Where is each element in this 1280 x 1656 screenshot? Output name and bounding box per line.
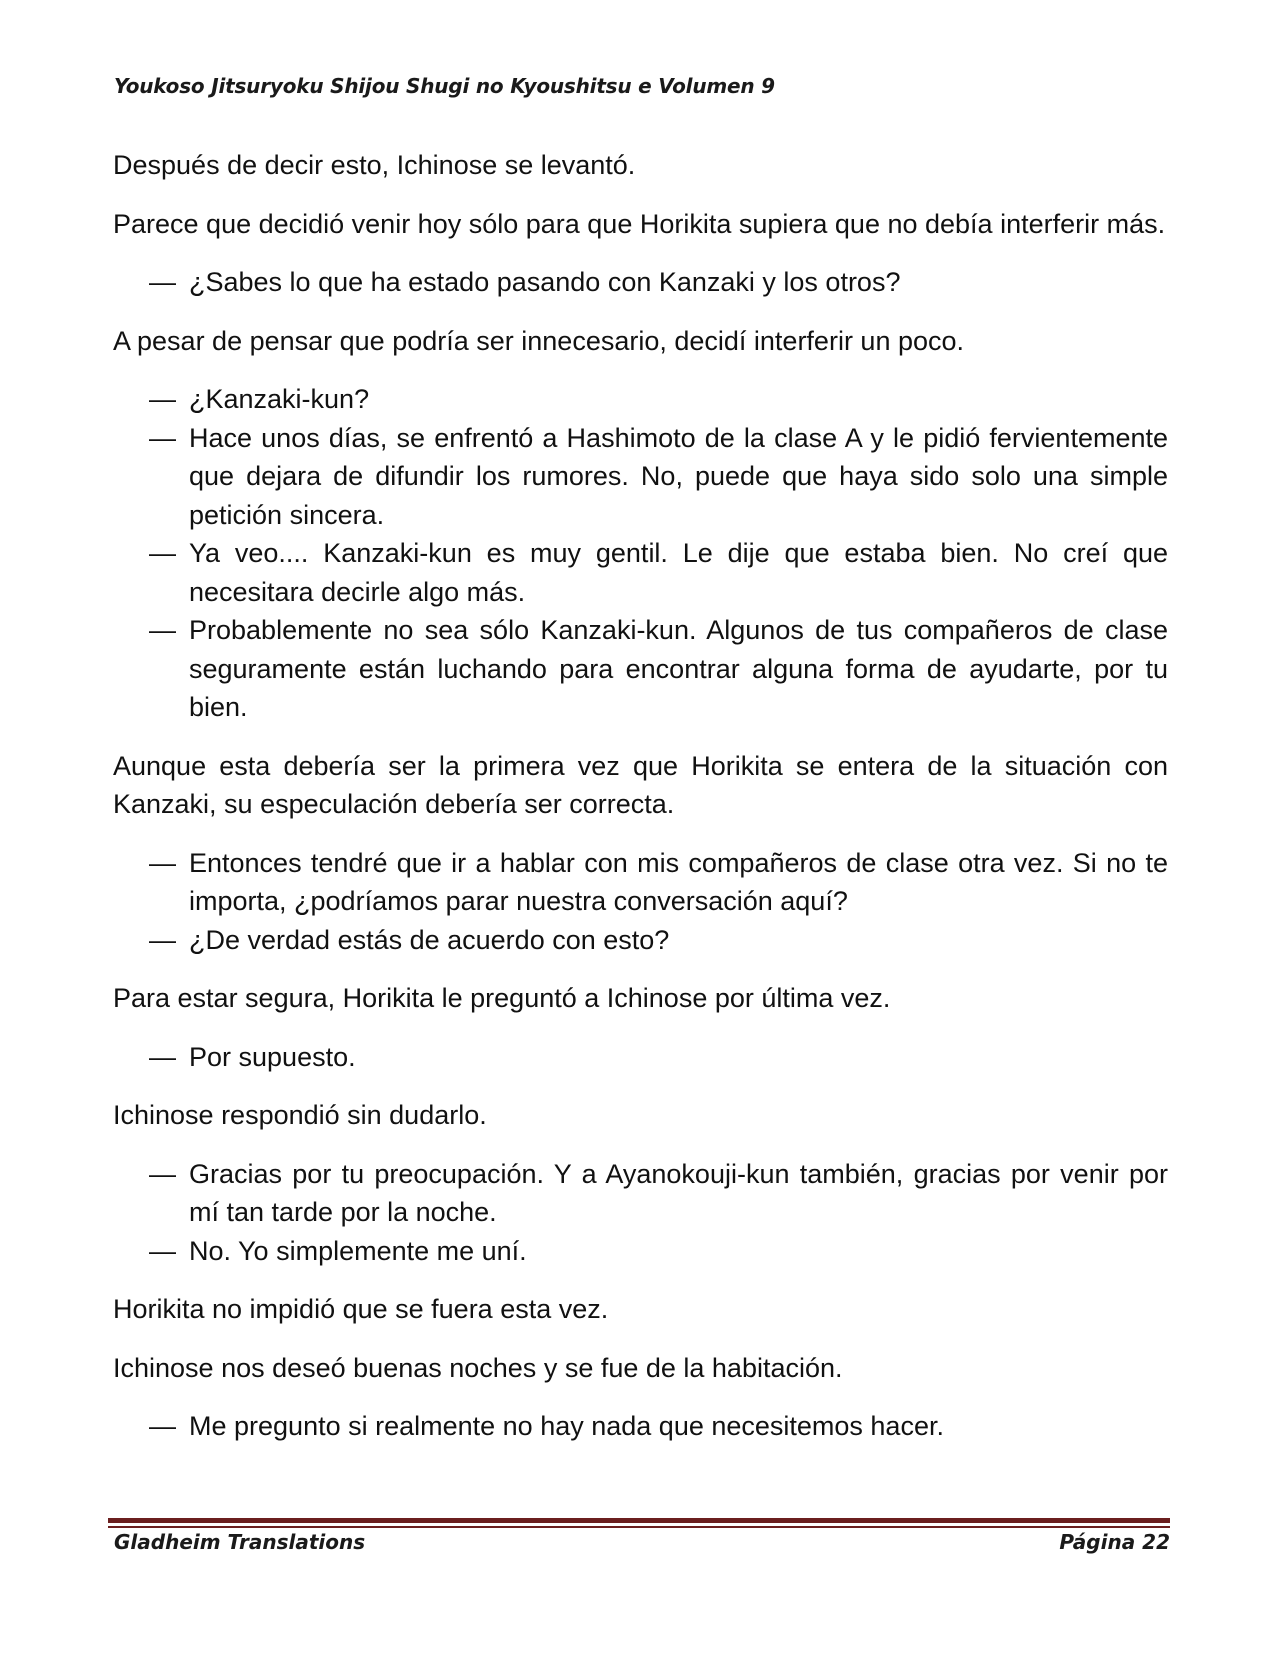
paragraph: Después de decir esto, Ichinose se levantó.	[113, 150, 636, 180]
dialogue-line: — ¿De verdad estás de acuerdo con esto?	[113, 921, 1168, 960]
em-dash: —	[149, 1041, 176, 1072]
dialogue-group	[113, 263, 1168, 302]
dialogue-group	[113, 1038, 1168, 1077]
dialogue-line: — Por supuesto.	[113, 1038, 1168, 1077]
dialogue-line: — Hace unos días, se enfrentó a Hashimoto de la clase A y le pidió fervientemente que dejara de difundir los rumores. No, puede que haya sido solo una simple petición sincera.	[113, 419, 1168, 535]
page-body	[113, 146, 1168, 1466]
page-number: Página 22	[1059, 1530, 1170, 1554]
dialogue-line: — Ya veo.... Kanzaki-kun es muy gentil. Le dije que estaba bien. No creí que necesitara decirle algo más.	[113, 534, 1168, 611]
paragraph: Para estar segura, Horikita le preguntó a Ichinose por última vez.	[113, 983, 891, 1013]
dialogue-group	[113, 1155, 1168, 1271]
running-header: Youkoso Jitsuryoku Shijou Shugi no Kyoushitsu e Volumen 9	[114, 74, 775, 98]
em-dash: —	[149, 267, 176, 297]
dialogue-line: — Me pregunto si realmente no hay nada que necesitemos hacer.	[113, 1407, 1168, 1446]
paragraph: Horikita no impidió que se fuera esta vez.	[113, 1294, 609, 1324]
footer-rule-thin	[108, 1526, 1170, 1528]
em-dash: —	[149, 538, 176, 568]
dialogue-line: — Entonces tendré que ir a hablar con mis compañeros de clase otra vez. Si no te importa, ¿podríamos parar nuestra conversación aquí?	[113, 844, 1168, 921]
paragraph: Ichinose respondió sin dudarlo.	[113, 1100, 487, 1130]
footer-rule-thick	[108, 1518, 1170, 1523]
dialogue-line: — ¿Kanzaki-kun?	[113, 380, 1168, 419]
em-dash: —	[149, 1411, 176, 1441]
dialogue-line: — No. Yo simplemente me uní.	[113, 1232, 1168, 1271]
dialogue-group	[113, 380, 1168, 727]
dialogue-line: — ¿Sabes lo que ha estado pasando con Kanzaki y los otros?	[113, 263, 1168, 302]
paragraph: A pesar de pensar que podría ser innecesario, decidí interferir un poco.	[113, 325, 965, 356]
em-dash: —	[149, 847, 176, 878]
dialogue-group	[113, 1407, 1168, 1446]
dialogue-line: — Gracias por tu preocupación. Y a Ayanokouji-kun también, gracias por venir por mí tan tarde por la noche.	[113, 1155, 1168, 1232]
em-dash: —	[149, 615, 176, 645]
em-dash: —	[149, 384, 176, 414]
dialogue-group	[113, 844, 1168, 960]
em-dash: —	[149, 924, 176, 955]
paragraph: Ichinose nos deseó buenas noches y se fue de la habitación.	[113, 1352, 843, 1383]
em-dash: —	[149, 1235, 176, 1266]
em-dash: —	[149, 1158, 176, 1189]
dialogue-line: — Probablemente no sea sólo Kanzaki-kun. Algunos de tus compañeros de clase seguramente están luchando para encontrar alguna forma de ayudarte, por tu bien.	[113, 611, 1168, 727]
paragraph: Aunque esta debería ser la primera vez que Horikita se entera de la situación con Kanzaki, su especulación debería ser correcta.	[113, 750, 1168, 819]
em-dash: —	[149, 422, 176, 453]
footer-publisher: Gladheim Translations	[114, 1530, 366, 1554]
paragraph: Parece que decidió venir hoy sólo para que Horikita supiera que no debía interferir más.	[113, 208, 1166, 239]
